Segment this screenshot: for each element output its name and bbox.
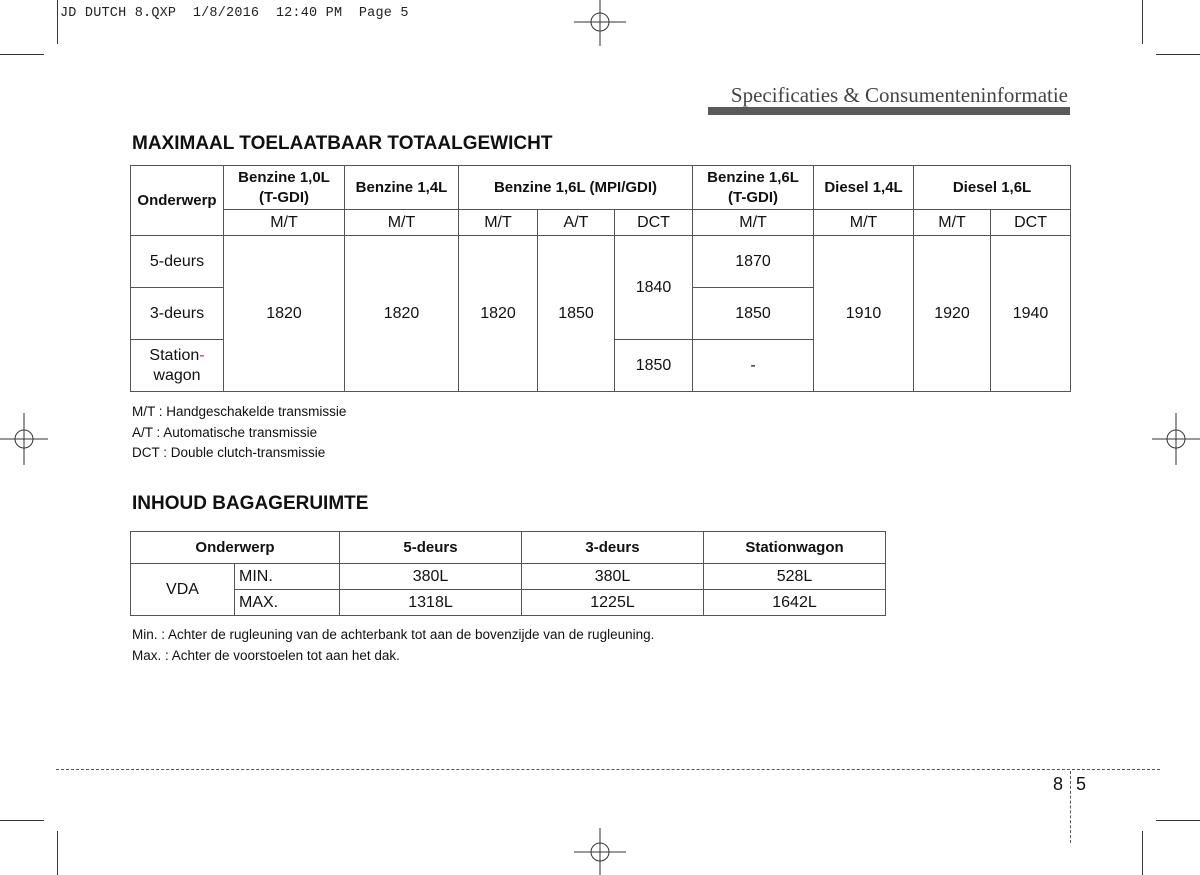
running-header: Specificaties & Consumenteninformatie [730,83,1068,107]
value-cell: 1940 [991,236,1071,392]
header-stationwagon: Stationwagon [704,532,886,564]
row-label-5-deurs: 5-deurs [131,236,224,288]
header-benzine-10l: Benzine 1,0L (T-GDI) [224,166,345,210]
stationwagon-part: Station [149,346,200,364]
footer-rule [56,769,1160,770]
hyphen-mark: - [199,346,205,364]
page-number: 5 [1076,774,1087,794]
value-cell: 1820 [345,236,459,392]
value-cell: 1840 [615,236,693,340]
cargo-table [130,531,886,616]
value-cell: 1850 [538,236,615,392]
transmission-notes [132,402,346,464]
header-3-deurs: 3-deurs [522,532,704,564]
transmission-cell: DCT [615,210,693,236]
row-label-min: MIN. [235,564,340,590]
value-cell: 1820 [459,236,538,392]
transmission-cell: DCT [991,210,1071,236]
value-cell: 1850 [693,288,814,340]
section-title-max-weight: MAXIMAAL TOELAATBAAR TOTAALGEWICHT [132,133,553,154]
note-line: Max. : Achter de voorstoelen tot aan het dak. [132,647,400,663]
value-cell: 1820 [224,236,345,392]
max-weight-table [130,165,1071,392]
value-cell: 1225L [522,590,704,616]
value-cell: 380L [522,564,704,590]
section-title-cargo: INHOUD BAGAGERUIMTE [132,493,369,514]
header-benzine-14l: Benzine 1,4L [345,166,459,210]
row-label-3-deurs: 3-deurs [131,288,224,340]
page-number-divider [1070,771,1071,843]
value-cell: 1318L [340,590,522,616]
note-line: M/T : Handgeschakelde transmissie [132,404,347,419]
transmission-cell: M/T [814,210,914,236]
header-5-deurs: 5-deurs [340,532,522,564]
value-cell: - [693,340,814,392]
crop-mark [1142,0,1143,44]
registration-mark-icon [574,828,626,875]
transmission-cell: M/T [345,210,459,236]
value-cell: 1920 [914,236,991,392]
row-label-max: MAX. [235,590,340,616]
value-cell: 380L [340,564,522,590]
transmission-cell: M/T [914,210,991,236]
header-benzine-16l: Benzine 1,6L (MPI/GDI) [459,166,693,210]
registration-mark-icon [574,0,626,46]
crop-mark [1142,831,1143,875]
crop-mark [0,54,44,55]
cargo-notes [132,625,654,666]
crop-mark [1156,54,1200,55]
crop-mark [0,820,44,821]
transmission-cell: M/T [693,210,814,236]
value-cell: 1870 [693,236,814,288]
transmission-cell: A/T [538,210,615,236]
header-onderwerp: Onderwerp [131,166,224,236]
header-onderwerp: Onderwerp [131,532,340,564]
header-diesel-16l: Diesel 1,6L [914,166,1071,210]
transmission-cell: M/T [224,210,345,236]
transmission-cell: M/T [459,210,538,236]
value-cell: 1910 [814,236,914,392]
chapter-number: 8 [1053,774,1064,794]
registration-mark-icon [0,413,48,465]
row-label-stationwagon [131,340,224,392]
note-line: Min. : Achter de rugleuning van de achterbank tot aan de bovenzijde van de rugleuning. [132,627,655,642]
header-benzine-16l-tgdi: Benzine 1,6L (T-GDI) [693,166,814,210]
stationwagon-part: wagon [153,366,201,384]
header-diesel-14l: Diesel 1,4L [814,166,914,210]
crop-mark [57,831,58,875]
print-slug: JD DUTCH 8.QXP 1/8/2016 12:40 PM Page 5 [60,6,409,21]
note-line: A/T : Automatische transmissie [132,424,318,440]
crop-mark [1156,820,1200,821]
value-cell: 1850 [615,340,693,392]
vda-label: VDA [131,564,235,616]
crop-mark [57,0,58,44]
value-cell: 528L [704,564,886,590]
value-cell: 1642L [704,590,886,616]
header-bar [708,107,1070,115]
note-line: DCT : Double clutch-transmissie [132,445,326,460]
registration-mark-icon [1152,413,1200,465]
